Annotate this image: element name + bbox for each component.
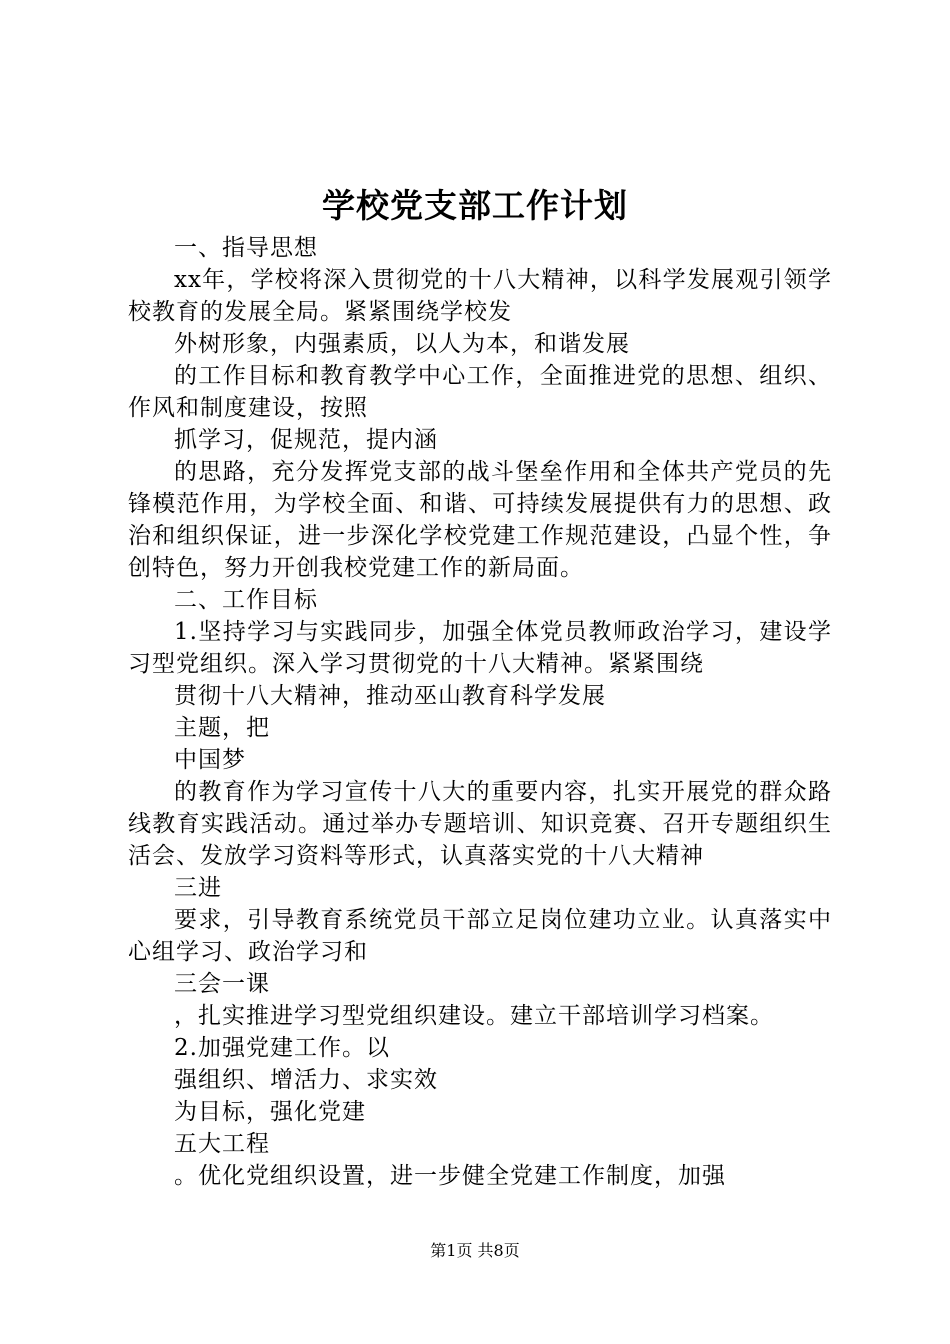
paragraph: xx年，学校将深入贯彻党的十八大精神，以科学发展观引领学校教育的发展全局。紧紧围绕学校发 bbox=[128, 267, 832, 325]
section-heading-guiding-ideology: 一、指导思想 bbox=[174, 235, 318, 261]
section-heading-work-goals: 二、工作目标 bbox=[174, 587, 318, 613]
paragraph: 外树形象，内强素质，以人为本，和谐发展 bbox=[174, 331, 630, 357]
paragraph: 强组织、增活力、求实效 bbox=[174, 1067, 438, 1093]
paragraph: 三进 bbox=[174, 875, 222, 901]
paragraph: 的思路，充分发挥党支部的战斗堡垒作用和全体共产党员的先锋模范作用，为学校全面、和谐、可持续发展提供有力的思想、政治和组织保证，进一步深化学校党建工作规范建设，凸显个性，争创特色，努力开创我校党建工作的新局面。 bbox=[128, 459, 832, 581]
paragraph: 主题，把 bbox=[174, 715, 270, 741]
paragraph: 抓学习，促规范，提内涵 bbox=[174, 427, 438, 453]
paragraph: 为目标，强化党建 bbox=[174, 1099, 366, 1125]
paragraph: 。优化党组织设置，进一步健全党建工作制度，加强 bbox=[174, 1163, 726, 1189]
paragraph: 三会一课 bbox=[174, 971, 270, 997]
paragraph: 的工作目标和教育教学中心工作，全面推进党的思想、组织、作风和制度建设，按照 bbox=[128, 363, 832, 421]
document-title: 学校党支部工作计划 bbox=[322, 186, 628, 225]
document-body bbox=[128, 232, 832, 1192]
paragraph: 1.坚持学习与实践同步，加强全体党员教师政治学习，建设学习型党组织。深入学习贯彻党的十八大精神。紧紧围绕 bbox=[128, 619, 832, 677]
paragraph: 中国梦 bbox=[174, 747, 246, 773]
paragraph: 贯彻十八大精神，推动巫山教育科学发展 bbox=[174, 683, 606, 709]
paragraph: ，扎实推进学习型党组织建设。建立干部培训学习档案。 bbox=[174, 1003, 774, 1029]
paragraph: 2.加强党建工作。以 bbox=[174, 1035, 390, 1061]
page-number-footer: 第1页 共8页 bbox=[430, 1241, 520, 1260]
paragraph: 的教育作为学习宣传十八大的重要内容，扎实开展党的群众路线教育实践活动。通过举办专题培训、知识竞赛、召开专题组织生活会、发放学习资料等形式，认真落实党的十八大精神 bbox=[128, 779, 832, 869]
paragraph: 五大工程 bbox=[174, 1131, 270, 1157]
paragraph: 要求，引导教育系统党员干部立足岗位建功立业。认真落实中心组学习、政治学习和 bbox=[128, 907, 832, 965]
